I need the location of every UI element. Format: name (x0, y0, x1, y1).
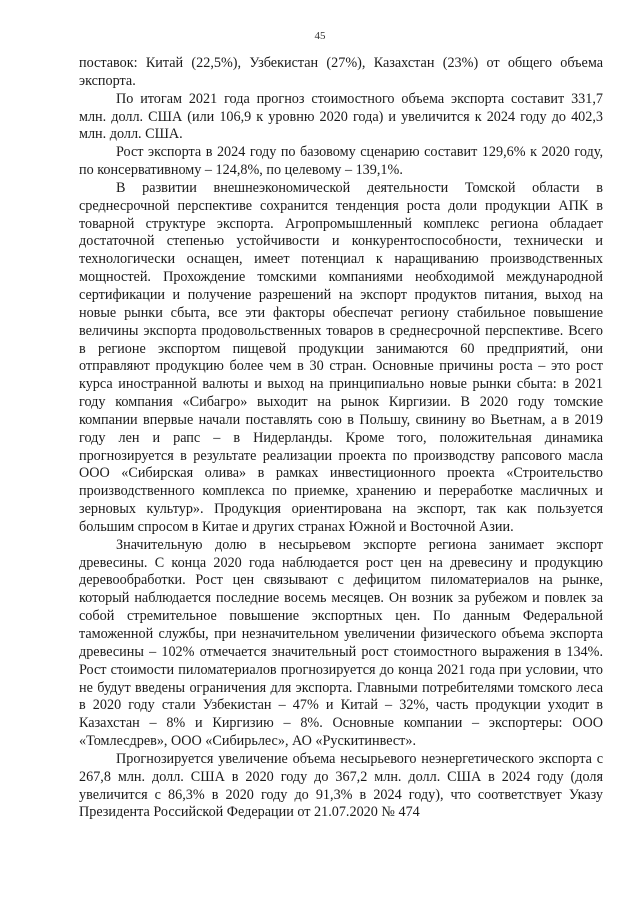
paragraph-agro-export: В развитии внешнеэкономической деятельности Томской области в среднесрочной перспективе сохранится тенденция роста доли продукции АПК в товарной структуре экспорта. Агропромышленный комплекс региона обладает достаточной степенью устойчивости и конкурентоспособности, технически и технологически оснащен, имеет потенциал к наращиванию производственных мощностей. Прохождение томскими компаниями необходимой международной сертификации и получение разрешений на экспорт продуктов питания, выход на новые рынки сбыта, все эти факторы обеспечат региону стабильное повышение величины экспорта продовольственных товаров в среднесрочной перспективе. Всего в регионе экспортом пищевой продукции занимаются 60 предприятий, они отправляют продукцию более чем в 30 стран. Основные причины роста – это рост курса иностранной валюты и выход на принципиально новые рынки сбыта: в 2021 году компания «Сибагро» выходит на рынок Киргизии. В 2020 году томские компании впервые начали поставлять сою в Польшу, свинину во Вьетнам, а в 2019 году лен и рапс – в Нидерланды. Кроме того, положительная динамика прогнозируется в результате реализации проекта по производству рапсового масла ООО «Сибирская олива» в рамках инвестиционного проекта «Строительство производственного комплекса по приемке, хранению и переработке масличных и зерновых культур». Продукция ориентирована на экспорт, так как пользуется большим спросом в Китае и других странах Южной и Восточной Азии. (79, 179, 603, 535)
paragraph-export-growth-scenarios: Рост экспорта в 2024 году по базовому сценарию составит 129,6% к 2020 году, по консервативному – 124,8%, по целевому – 139,1%. (79, 144, 603, 179)
page-number: 45 (314, 30, 326, 42)
document-body (79, 55, 603, 822)
paragraph-non-resource-export: Прогнозируется увеличение объема несырьевого неэнергетического экспорта с 267,8 млн. долл. США в 2020 году до 367,2 млн. долл. США в 2024 году (доля увеличится с 86,3% в 2020 году до 91,3% в 2024 году), что соответствует Указу Президента Российской Федерации от 21.07.2020 № 474 (79, 750, 603, 821)
paragraph-export-forecast-2021: По итогам 2021 года прогноз стоимостного объема экспорта составит 331,7 млн. долл. США (или 106,9 к уровню 2020 года) и увеличится к 2024 году до 402,3 млн. долл. США. (79, 90, 603, 143)
paragraph-timber-export: Значительную долю в несырьевом экспорте региона занимает экспорт древесины. С конца 2020 года наблюдается рост цен на древесину и продукцию деревообработки. Рост цен связывают с дефицитом пиломатериалов на рынке, который наблюдается последние восемь месяцев. Он возник за рубежом и повлек за собой стремительное повышение экспортных цен. По данным Федеральной таможенной службы, при незначительном увеличении физического объема экспорта древесины – 102% отмечается значительный рост стоимостного выражения в 134%. Рост стоимости пиломатериалов прогнозируется до конца 2021 года при условии, что не будут введены ограничения для экспорта. Главными потребителями томского леса в 2020 году стали Узбекистан – 47% и Китай – 32%, часть продукции уходит в Казахстан – 8% и Киргизию – 8%. Основные компании – экспортеры: ООО «Томлесдрев», ООО «Сибирьлес», АО «Рускитинвест». (79, 536, 603, 750)
paragraph-export-partners: поставок: Китай (22,5%), Узбекистан (27%), Казахстан (23%) от общего объема экспорта. (79, 55, 603, 89)
